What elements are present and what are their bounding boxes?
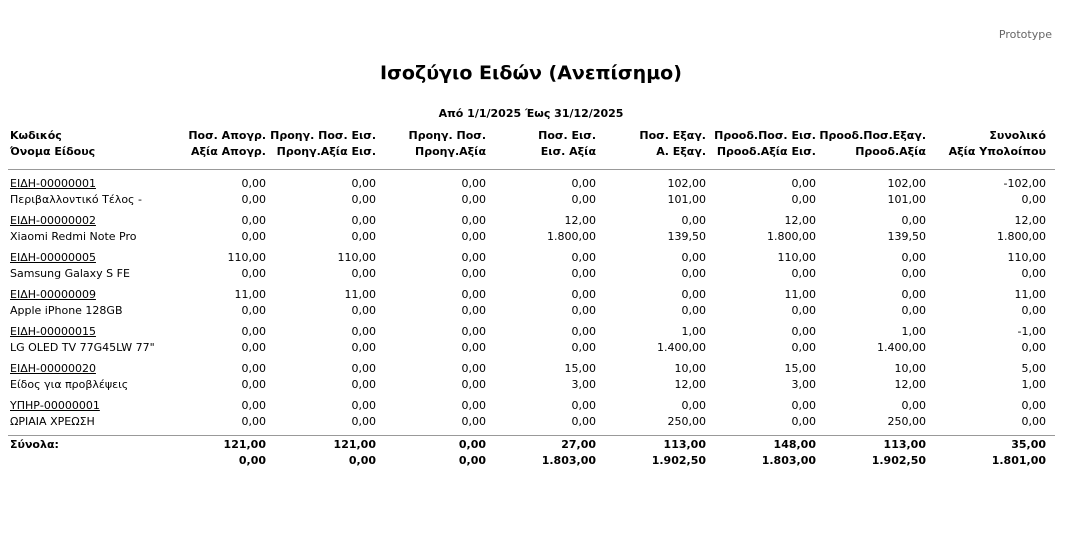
header-col-5-value: Α. Εξαγ.	[656, 145, 706, 158]
item-qty-cell: 110,00	[1007, 251, 1046, 264]
item-name: LG OLED TV 77G45LW 77"	[10, 341, 155, 354]
total-qty-1: 121,00	[223, 438, 266, 451]
item-qty-cell: 15,00	[784, 362, 816, 375]
item-val-cell: 0,00	[1021, 193, 1046, 206]
item-qty-cell: 0,00	[571, 288, 596, 301]
item-val-cell: 0,00	[681, 304, 706, 317]
item-val-cell: 3,00	[791, 378, 816, 391]
item-qty-cell: 0,00	[241, 214, 266, 227]
item-qty-cell: 0,00	[461, 288, 486, 301]
item-val-cell: 3,00	[571, 378, 596, 391]
item-qty-cell: 0,00	[461, 251, 486, 264]
item-val-cell: 101,00	[667, 193, 706, 206]
item-name: Είδος για προβλέψεις	[10, 378, 129, 391]
item-val-cell: 0,00	[1021, 341, 1046, 354]
item-val-cell: 0,00	[1021, 415, 1046, 428]
item-qty-cell: 102,00	[887, 177, 926, 190]
item-qty-cell: 0,00	[901, 251, 926, 264]
item-qty-cell: 0,00	[351, 325, 376, 338]
item-val-cell: 0,00	[351, 230, 376, 243]
total-qty-2: 121,00	[333, 438, 376, 451]
item-qty-cell: 0,00	[681, 288, 706, 301]
item-qty-row	[8, 176, 1055, 192]
report-table	[8, 128, 1055, 469]
item-qty-cell: 11,00	[344, 288, 376, 301]
item-val-cell: 0,00	[351, 267, 376, 280]
item-name: Xiaomi Redmi Note Pro	[10, 230, 137, 243]
item-qty-cell: 11,00	[784, 288, 816, 301]
total-qty-6: 148,00	[773, 438, 816, 451]
item-value-row	[8, 266, 1055, 282]
header-row-2	[8, 144, 1055, 160]
item-val-cell: 0,00	[791, 341, 816, 354]
item-code-link[interactable]: ΕΙΔΗ-00000005	[10, 251, 96, 264]
total-val-8: 1.801,00	[991, 454, 1046, 467]
header-col-5: Ποσ. Εξαγ.	[639, 129, 706, 142]
item-qty-row	[8, 250, 1055, 266]
item-val-cell: 0,00	[571, 304, 596, 317]
item-qty-cell: 15,00	[564, 362, 596, 375]
item-qty-cell: 0,00	[901, 399, 926, 412]
item-val-cell: 0,00	[461, 378, 486, 391]
item-val-cell: 0,00	[461, 230, 486, 243]
item-val-cell: 0,00	[571, 193, 596, 206]
item-qty-cell: 0,00	[241, 399, 266, 412]
header-col-6-value: Προοδ.Αξία Εισ.	[716, 145, 816, 158]
item-group	[8, 398, 1055, 430]
item-qty-row	[8, 361, 1055, 377]
item-group	[8, 324, 1055, 356]
item-qty-cell: 1,00	[681, 325, 706, 338]
item-code-link[interactable]: ΕΙΔΗ-00000002	[10, 214, 96, 227]
item-val-cell: 12,00	[894, 378, 926, 391]
item-val-cell: 0,00	[461, 304, 486, 317]
item-qty-cell: 0,00	[901, 214, 926, 227]
header-code: Κωδικός	[10, 129, 62, 142]
item-qty-cell: -1,00	[1017, 325, 1046, 338]
item-value-row	[8, 192, 1055, 208]
header-row-1	[8, 128, 1055, 144]
item-val-cell: 0,00	[461, 341, 486, 354]
total-qty-8: 35,00	[1011, 438, 1046, 451]
item-group	[8, 287, 1055, 319]
total-val-5: 1.902,50	[651, 454, 706, 467]
item-qty-cell: 0,00	[461, 399, 486, 412]
header-name: Όνομα Είδους	[10, 145, 96, 158]
item-group	[8, 250, 1055, 282]
total-val-7: 1.902,50	[871, 454, 926, 467]
total-val-3: 0,00	[458, 454, 486, 467]
items-list	[8, 170, 1055, 430]
prototype-label: Prototype	[998, 28, 1052, 41]
item-val-cell: 250,00	[887, 415, 926, 428]
item-value-row	[8, 340, 1055, 356]
item-qty-row	[8, 398, 1055, 414]
header-col-2-value: Προηγ.Αξία Εισ.	[276, 145, 376, 158]
header-col-3: Προηγ. Ποσ.	[408, 129, 486, 142]
item-val-cell: 12,00	[674, 378, 706, 391]
item-val-cell: 0,00	[351, 304, 376, 317]
item-val-cell: 0,00	[791, 267, 816, 280]
item-qty-cell: 102,00	[667, 177, 706, 190]
item-qty-cell: 0,00	[461, 325, 486, 338]
item-qty-cell: 0,00	[571, 325, 596, 338]
item-qty-cell: -102,00	[1003, 177, 1046, 190]
item-qty-cell: 0,00	[241, 325, 266, 338]
item-qty-cell: 11,00	[1014, 288, 1046, 301]
item-code-link[interactable]: ΕΙΔΗ-00000001	[10, 177, 96, 190]
header-col-8-value: Αξία Υπολοίπου	[948, 145, 1046, 158]
item-qty-cell: 0,00	[681, 251, 706, 264]
item-val-cell: 0,00	[241, 415, 266, 428]
item-code-link[interactable]: ΕΙΔΗ-00000009	[10, 288, 96, 301]
item-val-cell: 0,00	[241, 193, 266, 206]
item-val-cell: 1.400,00	[877, 341, 926, 354]
item-val-cell: 0,00	[351, 193, 376, 206]
header-col-4: Ποσ. Εισ.	[538, 129, 596, 142]
item-val-cell: 0,00	[241, 230, 266, 243]
totals-qty-row	[8, 437, 1055, 453]
header-col-8: Συνολικό	[989, 129, 1046, 142]
item-qty-cell: 110,00	[777, 251, 816, 264]
total-qty-7: 113,00	[883, 438, 926, 451]
item-qty-cell: 12,00	[784, 214, 816, 227]
header-col-7: Προοδ.Ποσ.Εξαγ.	[819, 129, 926, 142]
item-group	[8, 361, 1055, 393]
header-col-1-value: Αξία Απογρ.	[190, 145, 266, 158]
item-val-cell: 0,00	[791, 193, 816, 206]
item-val-cell: 1.400,00	[657, 341, 706, 354]
item-qty-cell: 5,00	[1021, 362, 1046, 375]
item-qty-cell: 0,00	[571, 399, 596, 412]
item-qty-cell: 0,00	[1021, 399, 1046, 412]
item-val-cell: 0,00	[351, 341, 376, 354]
header-col-1: Ποσ. Απογρ.	[188, 129, 266, 142]
item-val-cell: 0,00	[571, 341, 596, 354]
item-qty-cell: 0,00	[791, 399, 816, 412]
item-val-cell: 0,00	[241, 267, 266, 280]
item-val-cell: 0,00	[241, 341, 266, 354]
total-qty-5: 113,00	[663, 438, 706, 451]
item-val-cell: 0,00	[791, 415, 816, 428]
item-name: Samsung Galaxy S FE	[10, 267, 130, 280]
total-val-2: 0,00	[348, 454, 376, 467]
item-qty-cell: 0,00	[351, 362, 376, 375]
item-qty-cell: 10,00	[674, 362, 706, 375]
item-qty-cell: 0,00	[901, 288, 926, 301]
table-header	[8, 128, 1055, 170]
item-val-cell: 0,00	[571, 267, 596, 280]
item-qty-cell: 0,00	[461, 177, 486, 190]
item-qty-row	[8, 213, 1055, 229]
header-col-4-value: Εισ. Αξία	[540, 145, 596, 158]
item-name: Περιβαλλοντικό Τέλος -	[10, 193, 142, 206]
item-qty-cell: 11,00	[234, 288, 266, 301]
item-qty-cell: 0,00	[461, 214, 486, 227]
total-qty-3: 0,00	[458, 438, 486, 451]
item-value-row	[8, 303, 1055, 319]
item-qty-cell: 0,00	[351, 177, 376, 190]
item-val-cell: 0,00	[901, 267, 926, 280]
item-qty-cell: 0,00	[791, 177, 816, 190]
item-qty-row	[8, 287, 1055, 303]
item-value-row	[8, 229, 1055, 245]
total-val-6: 1.803,00	[761, 454, 816, 467]
item-qty-cell: 0,00	[351, 214, 376, 227]
item-qty-cell: 0,00	[791, 325, 816, 338]
totals-label: Σύνολα:	[10, 438, 59, 451]
item-code-link[interactable]: ΕΙΔΗ-00000015	[10, 325, 96, 338]
item-code-link[interactable]: ΕΙΔΗ-00000020	[10, 362, 96, 375]
item-group	[8, 213, 1055, 245]
item-val-cell: 139,50	[887, 230, 926, 243]
item-qty-cell: 0,00	[351, 399, 376, 412]
item-group	[8, 176, 1055, 208]
item-val-cell: 101,00	[887, 193, 926, 206]
item-val-cell: 0,00	[1021, 267, 1046, 280]
item-qty-row	[8, 324, 1055, 340]
report-period: Από 1/1/2025 Έως 31/12/2025	[438, 107, 624, 120]
item-val-cell: 0,00	[461, 267, 486, 280]
item-qty-cell: 12,00	[564, 214, 596, 227]
item-val-cell: 0,00	[241, 304, 266, 317]
totals-section	[8, 435, 1055, 469]
item-name: ΩΡΙΑΙΑ ΧΡΕΩΣΗ	[10, 415, 95, 428]
item-val-cell: 0,00	[791, 304, 816, 317]
totals-value-row	[8, 453, 1055, 469]
item-qty-cell: 10,00	[894, 362, 926, 375]
item-val-cell: 1.800,00	[547, 230, 596, 243]
item-val-cell: 0,00	[241, 378, 266, 391]
item-qty-cell: 0,00	[571, 177, 596, 190]
total-qty-4: 27,00	[561, 438, 596, 451]
item-val-cell: 0,00	[461, 415, 486, 428]
header-col-7-value: Προοδ.Αξία	[855, 145, 926, 158]
item-name: Apple iPhone 128GB	[10, 304, 123, 317]
item-val-cell: 1.800,00	[767, 230, 816, 243]
item-qty-cell: 0,00	[681, 214, 706, 227]
report-title: Ισοζύγιο Ειδών (Ανεπίσημο)	[380, 62, 682, 84]
item-qty-cell: 12,00	[1014, 214, 1046, 227]
item-qty-cell: 0,00	[571, 251, 596, 264]
item-qty-cell: 0,00	[461, 362, 486, 375]
item-val-cell: 0,00	[681, 267, 706, 280]
item-qty-cell: 0,00	[241, 362, 266, 375]
item-val-cell: 0,00	[1021, 304, 1046, 317]
total-val-4: 1.803,00	[541, 454, 596, 467]
item-val-cell: 0,00	[351, 378, 376, 391]
header-col-2: Προηγ. Ποσ. Εισ.	[270, 129, 376, 142]
item-code-link[interactable]: ΥΠΗΡ-00000001	[10, 399, 100, 412]
header-col-6: Προοδ.Ποσ. Εισ.	[714, 129, 816, 142]
item-val-cell: 0,00	[461, 193, 486, 206]
header-col-3-value: Προηγ.Αξία	[415, 145, 486, 158]
item-qty-cell: 0,00	[681, 399, 706, 412]
item-val-cell: 139,50	[667, 230, 706, 243]
item-val-cell: 0,00	[571, 415, 596, 428]
item-val-cell: 250,00	[667, 415, 706, 428]
item-qty-cell: 110,00	[337, 251, 376, 264]
item-value-row	[8, 377, 1055, 393]
item-val-cell: 1.800,00	[997, 230, 1046, 243]
item-value-row	[8, 414, 1055, 430]
item-val-cell: 0,00	[351, 415, 376, 428]
item-qty-cell: 0,00	[241, 177, 266, 190]
item-val-cell: 0,00	[901, 304, 926, 317]
item-qty-cell: 1,00	[901, 325, 926, 338]
item-qty-cell: 110,00	[227, 251, 266, 264]
item-val-cell: 1,00	[1021, 378, 1046, 391]
total-val-1: 0,00	[238, 454, 266, 467]
